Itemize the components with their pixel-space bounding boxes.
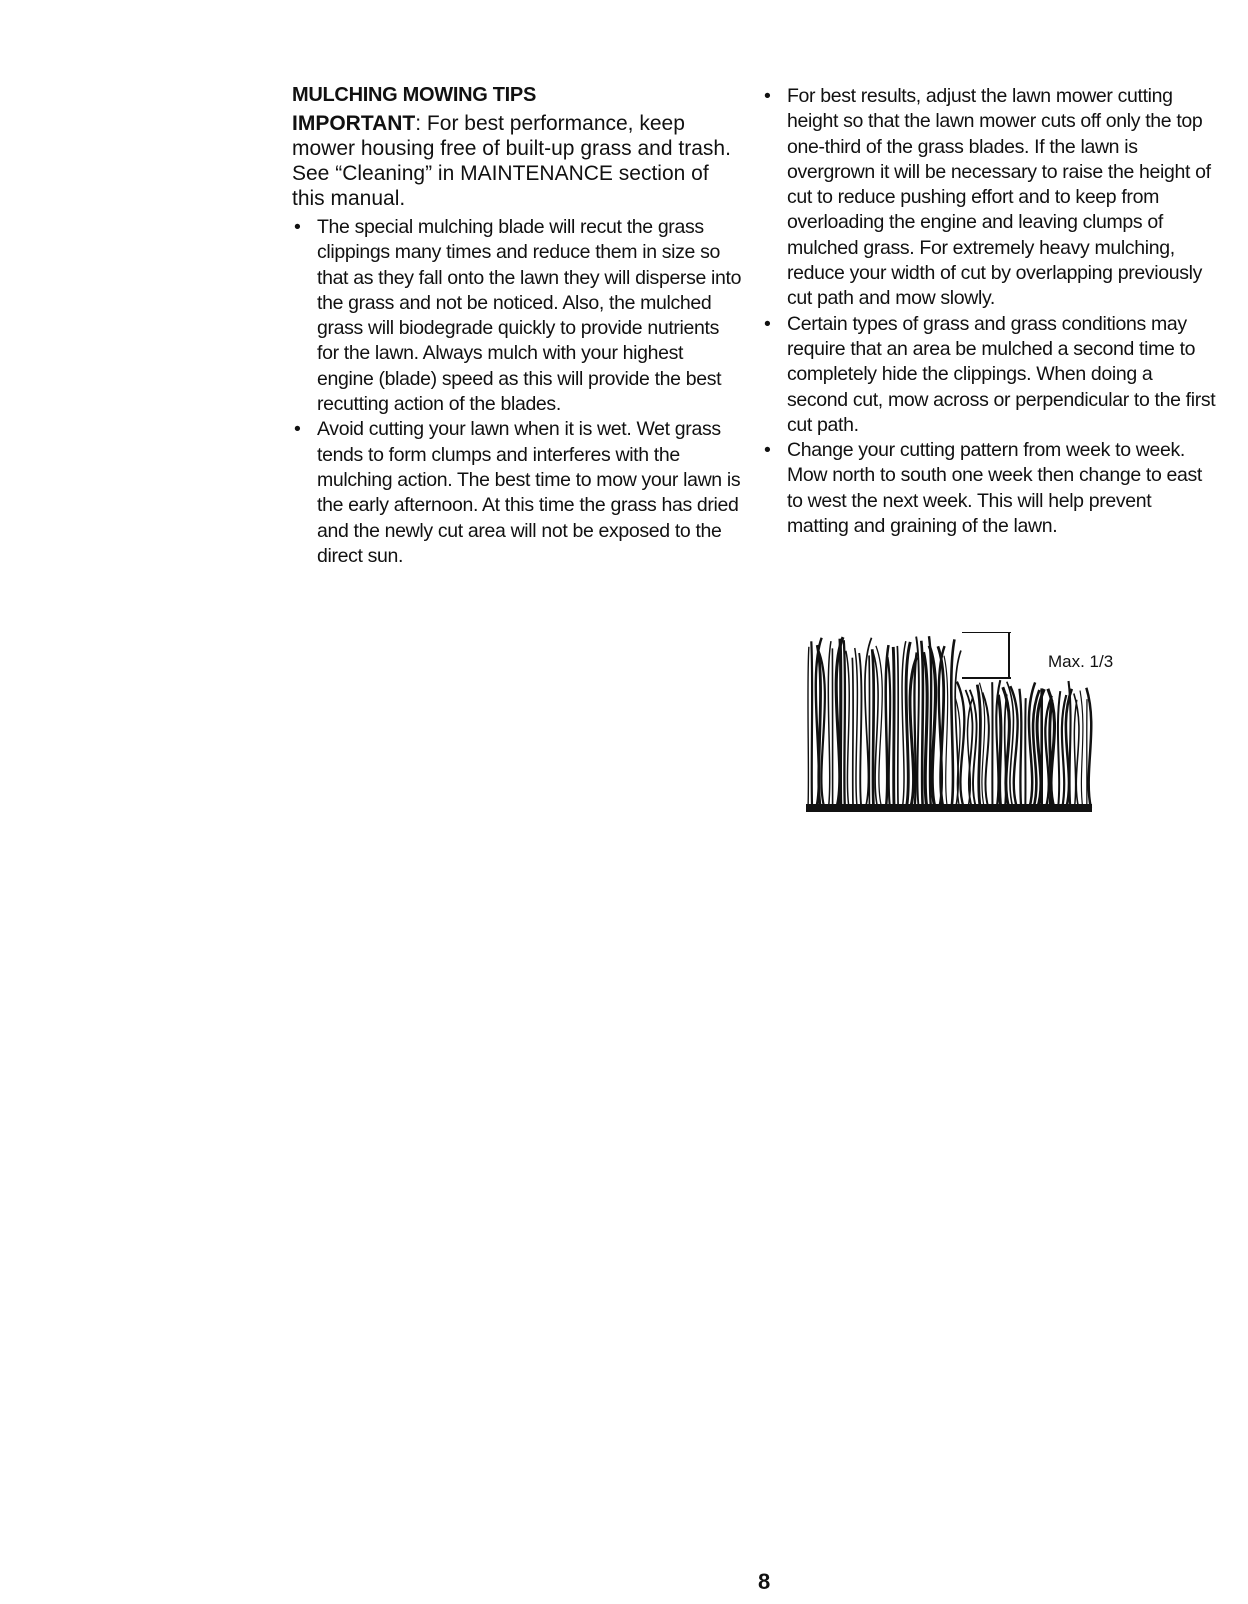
bullet-icon: • <box>764 439 771 462</box>
list-item: • For best results, adjust the lawn mower cutting height so that the lawn mower cuts off only the top one-third of the grass blades. If the lawn is overgrown it will be necessary to raise the height of cut to reduce pushing effort and to keep from overloading the engine and leaving clumps of mulched grass. For extremely heavy mulching, reduce your width of cut by overlapping previously cut path and mow slowly. <box>764 85 1211 310</box>
right-column <box>762 84 1217 539</box>
left-bullet-list <box>292 215 742 569</box>
list-item: • Certain types of grass and grass conditions may require that an area be mulched a second time to completely hide the clippings. When doing a second cut, mow across or perpendicular to the first cut path. <box>764 312 1216 436</box>
important-text: : For best performance, keep mower housing free of built-up grass and trash. See “Cleaning” in MAINTENANCE section of this manual. <box>292 112 731 210</box>
left-column <box>292 84 742 569</box>
bullet-icon: • <box>764 312 771 335</box>
list-item: • Avoid cutting your lawn when it is wet. Wet grass tends to form clumps and interferes with the mulching action. The best time to mow your lawn is the early afternoon. At this time the grass has dried and the newly cut area will not be exposed to the direct sun. <box>294 418 741 567</box>
important-note <box>292 111 742 211</box>
list-item: • The special mulching blade will recut the grass clippings many times and reduce them in size so that as they fall onto the lawn they will disperse into the grass and not be noticed. Also, the mulched grass will biodegrade quickly to provide nutrients for the lawn. Always mulch with your highest engine (blade) speed as this will provide the best recutting action of the blades. <box>294 216 742 416</box>
page-number: 8 <box>758 1569 771 1594</box>
bullet-icon: • <box>294 216 301 238</box>
right-bullet-list <box>762 84 1217 539</box>
section-heading: MULCHING MOWING TIPS <box>292 84 536 106</box>
list-item: • Change your cutting pattern from week to week. Mow north to south one week then change to east to west the next week. This will help prevent matting and graining of the lawn. <box>764 439 1202 538</box>
bullet-icon: • <box>294 418 301 441</box>
important-label: IMPORTANT <box>292 112 416 135</box>
bullet-icon: • <box>764 85 771 107</box>
ground-base <box>806 804 1092 812</box>
max-height-label: Max. 1/3 <box>1048 652 1114 671</box>
